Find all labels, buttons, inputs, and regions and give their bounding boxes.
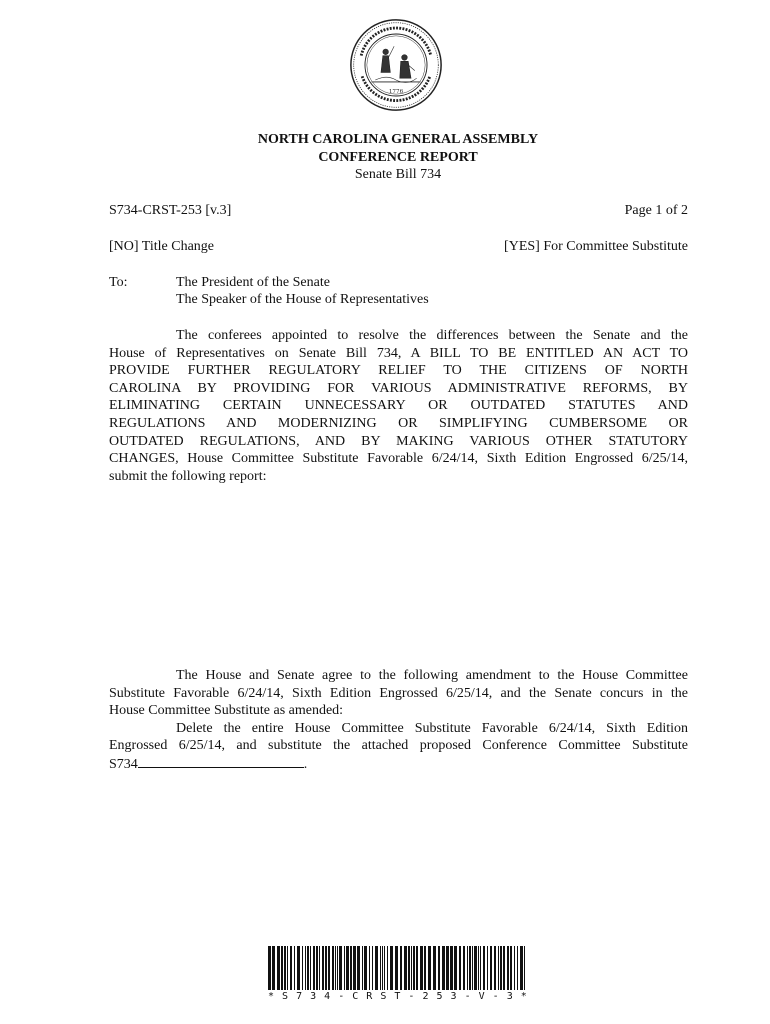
barcode-bar xyxy=(362,946,363,990)
to-label: To: xyxy=(109,275,128,290)
paragraph-line: ELIMINATING CERTAIN UNNECESSARY OR OUTDATED STATUTES AND xyxy=(109,398,688,414)
substitute-blank xyxy=(138,755,304,768)
addressee-senate-president: The President of the Senate xyxy=(176,275,330,290)
intro-paragraph xyxy=(109,327,688,485)
barcode-bar xyxy=(284,946,286,990)
barcode-bar xyxy=(310,946,311,990)
barcode-bar xyxy=(350,946,352,990)
barcode-bar xyxy=(387,946,388,990)
barcode-bar xyxy=(520,946,523,990)
barcode-bar xyxy=(380,946,381,990)
barcode-text: * S 7 3 4 - C R S T - 2 5 3 - V - 3 * xyxy=(268,991,528,1002)
barcode-bar xyxy=(454,946,457,990)
barcode-bar xyxy=(313,946,315,990)
barcode-bar xyxy=(500,946,502,990)
paragraph-line: The conferees appointed to resolve the differences between the Senate and the xyxy=(176,328,688,343)
agreement-paragraph xyxy=(109,667,688,774)
barcode-bar xyxy=(332,946,334,990)
barcode-bar xyxy=(375,946,378,990)
barcode-icon xyxy=(268,946,525,990)
barcode-bar xyxy=(510,946,512,990)
barcode-bar xyxy=(494,946,496,990)
barcode-bar xyxy=(413,946,415,990)
paragraph-line: The House and Senate agree to the following amendment to the House Committee xyxy=(176,668,688,683)
barcode-bar xyxy=(364,946,367,990)
addressee-house-speaker: The Speaker of the House of Representatives xyxy=(176,292,429,307)
barcode-bar xyxy=(433,946,436,990)
report-type-title: CONFERENCE REPORT xyxy=(318,150,478,165)
barcode-bar xyxy=(390,946,393,990)
title-change-flag: [NO] Title Change xyxy=(109,239,214,254)
barcode-bar xyxy=(524,946,525,990)
svg-text:1776: 1776 xyxy=(388,89,404,96)
barcode-bar xyxy=(319,946,320,990)
assembly-title: NORTH CAROLINA GENERAL ASSEMBLY xyxy=(257,132,539,147)
barcode-bar xyxy=(442,946,445,990)
barcode-bar xyxy=(474,946,477,990)
barcode-bar xyxy=(268,946,271,990)
barcode-bar xyxy=(424,946,426,990)
barcode-bar xyxy=(411,946,412,990)
barcode-bar xyxy=(272,946,275,990)
paragraph-line: PROVIDE FURTHER REGULATORY RELIEF TO THE CITIZENS OF NORTH xyxy=(109,363,688,379)
barcode-bar xyxy=(335,946,336,990)
barcode-bar xyxy=(307,946,309,990)
barcode-bar xyxy=(384,946,385,990)
barcode-bar xyxy=(277,946,280,990)
barcode-bar xyxy=(450,946,453,990)
barcode-bar xyxy=(305,946,306,990)
page-number: Page 1 of 2 xyxy=(624,203,688,218)
paragraph-line: Engrossed 6/25/14, and substitute the attached proposed Conference Committee Substitute xyxy=(109,738,688,754)
barcode-bar xyxy=(416,946,418,990)
barcode-bar xyxy=(344,946,345,990)
barcode-bar xyxy=(438,946,440,990)
substitute-suffix: . xyxy=(303,756,308,772)
barcode-bar xyxy=(483,946,485,990)
barcode-bar xyxy=(395,946,398,990)
paragraph-line: submit the following report: xyxy=(109,468,267,484)
barcode-bar xyxy=(408,946,410,990)
barcode-bar xyxy=(316,946,318,990)
barcode-bar xyxy=(339,946,342,990)
barcode-bar xyxy=(357,946,360,990)
barcode-bar xyxy=(325,946,327,990)
barcode-bar xyxy=(469,946,471,990)
paragraph-line: CAROLINA BY PROVIDING FOR VARIOUS ADMINISTRATIVE REFORMS, BY xyxy=(109,380,688,396)
barcode-bar xyxy=(337,946,338,990)
substitute-prefix: S734 xyxy=(109,756,138,772)
barcode-bar xyxy=(480,946,481,990)
paragraph-line: House Committee Substitute as amended: xyxy=(109,703,344,719)
barcode-bar xyxy=(294,946,295,990)
barcode-bar xyxy=(369,946,370,990)
paragraph-line: Substitute Favorable 6/24/14, Sixth Edition Engrossed 6/25/14, and the Senate concurs in the xyxy=(109,685,688,701)
barcode-bar xyxy=(297,946,300,990)
committee-substitute-flag: [YES] For Committee Substitute xyxy=(504,239,688,254)
barcode-bar xyxy=(346,946,349,990)
barcode-bar xyxy=(472,946,473,990)
barcode-bar xyxy=(517,946,518,990)
barcode-bar xyxy=(302,946,303,990)
paragraph-line: House of Representatives on Senate Bill 734, A BILL TO BE ENTITLED AN ACT TO xyxy=(109,345,688,361)
barcode-bar xyxy=(467,946,468,990)
barcode-bar xyxy=(498,946,499,990)
barcode-bar xyxy=(290,946,292,990)
barcode-bar xyxy=(487,946,488,990)
paragraph-line: CHANGES, House Committee Substitute Favorable 6/24/14, Sixth Edition Engrossed 6/25/14, xyxy=(109,451,688,467)
paragraph-line: REGULATIONS AND MODERNIZING OR SIMPLIFYING CUMBERSOME OR xyxy=(109,415,688,431)
barcode-bar xyxy=(287,946,288,990)
document-id: S734-CRST-253 [v.3] xyxy=(109,203,232,218)
barcode-bar xyxy=(382,946,383,990)
barcode-bar xyxy=(446,946,449,990)
barcode-bar xyxy=(420,946,423,990)
barcode-bar xyxy=(490,946,492,990)
barcode-bar xyxy=(459,946,461,990)
barcode-bar xyxy=(372,946,373,990)
barcode-bar xyxy=(507,946,509,990)
paragraph-line: OUTDATED REGULATIONS, AND BY MAKING VARIOUS OTHER STATUTORY xyxy=(109,433,688,449)
barcode-bar xyxy=(514,946,515,990)
paragraph-line: Delete the entire House Committee Substitute Favorable 6/24/14, Sixth Edition xyxy=(176,720,688,736)
barcode-bar xyxy=(404,946,407,990)
bill-name: Senate Bill 734 xyxy=(354,167,442,182)
barcode-bar xyxy=(281,946,283,990)
barcode-bar xyxy=(328,946,330,990)
state-seal-icon xyxy=(349,18,443,112)
barcode-bar xyxy=(353,946,356,990)
substitute-line xyxy=(109,755,688,774)
barcode-bar xyxy=(478,946,479,990)
barcode-bar xyxy=(322,946,324,990)
barcode-bar xyxy=(463,946,465,990)
barcode-bar xyxy=(400,946,402,990)
barcode-bar xyxy=(428,946,431,990)
barcode-bar xyxy=(503,946,505,990)
